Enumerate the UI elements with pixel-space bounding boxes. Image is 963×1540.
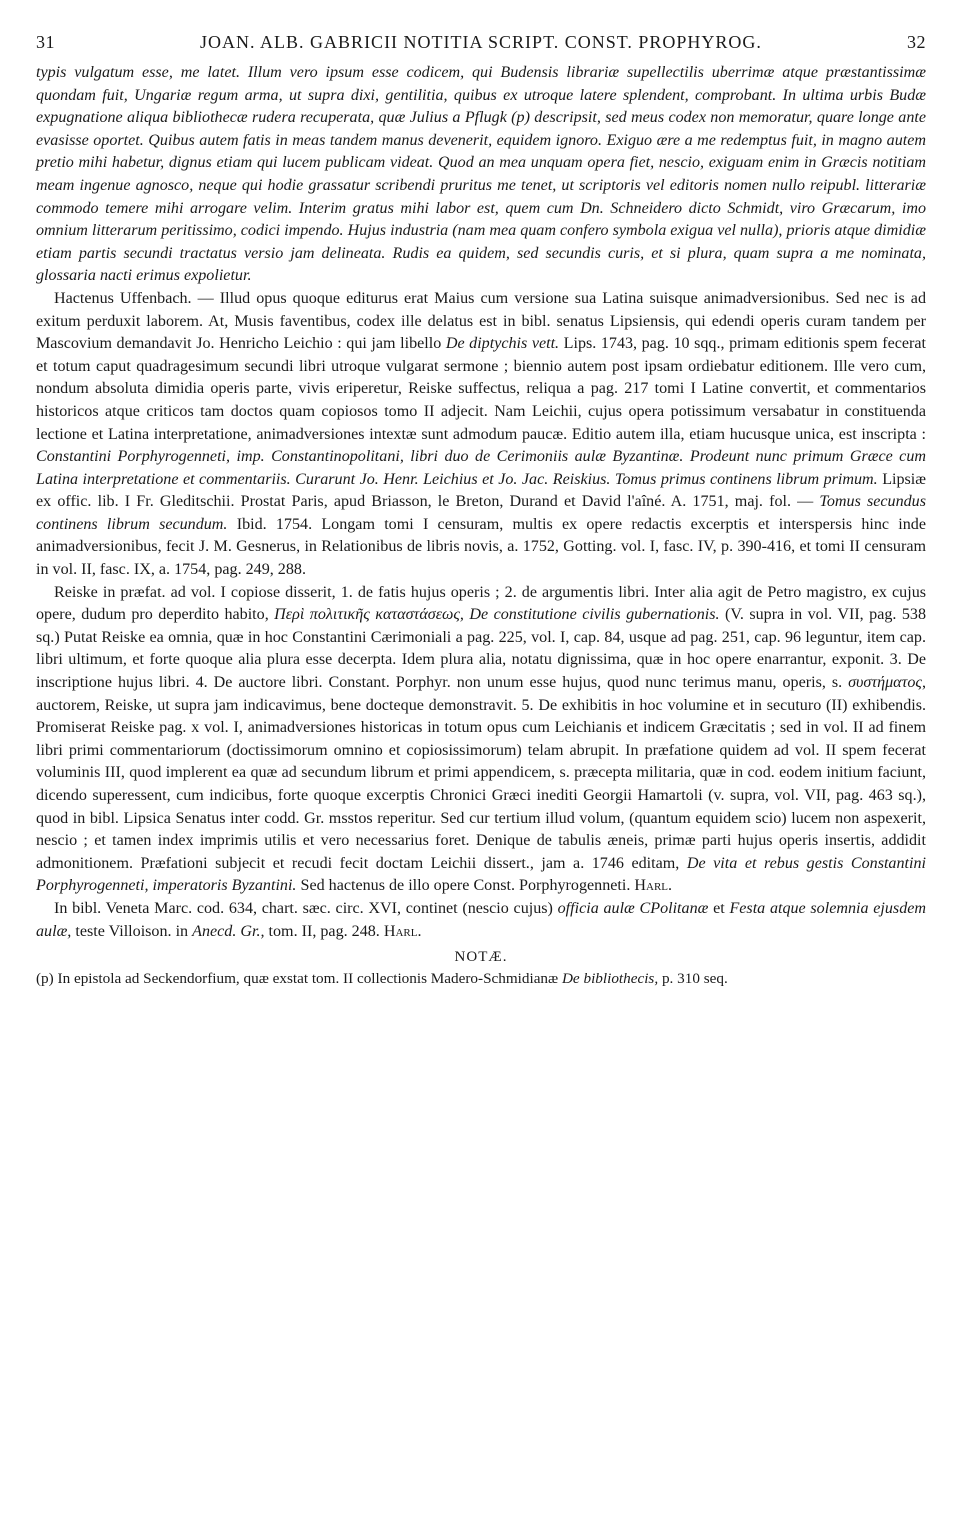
text-span: Ibid. 1754. Longam tomi I censuram, multis ex opere redactis excerptis et interspersis hinc inde animadversionibus, fecit J. M. Gesnerus, in Relationibus de libris novis, a. 1752, Gotting. vol. I, fasc. IV, p. 390-416, et tomi II censuram in vol. II, fasc. IX, a. 1754, pag. 249, 288. bbox=[36, 515, 926, 579]
author-signature: Harl. bbox=[634, 877, 673, 895]
text-span: Reiske in præfat. ad vol. I copiose disserit, 1. de fatis hujus operis ; 2. de argumentis libri. Inter alia agit de Petro magistro, ex cujus opere, dudum pro deperdito habito, bbox=[36, 583, 926, 624]
text-span: , auctorem, Reiske, ut supra jam indicavimus, bene docteque demonstravit. 5. De exhibitis in hoc volumine et in secuturo (II) exhibendis. Promiserat Reiske pag. x vol. I, animadversiones historicas in totum opus cum Leichianis et indicem Græcitatis ; sed in vol. II ad finem libri primi commentariorum (doctissimorum omnino et copiosissimorum) telam abrupit. In præfatione quidem ad vol. II spem fecerat voluminis III, quod implerent ea quæ ad secundum librum et primi appendicem, s. præcepta militaria, quæ in cod. eodem initium faciunt, dicendo superessent, cum indicibus, forte quoque excerptis Chronici Græci inediti Georgii Hamartoli (v. supra, vol. VII, pag. 463 sq.), quod in bibl. Lipsica Senatus inter codd. Gr. msstos reperitur. Sed cur tertium illud volum, (quantum equidem scio) lucem non aspexerit, nescio ; et tamen index imprimis utilis et vero necessarius foret. Denique de tabulis æneis, primæ parti hujus operis insertis, addidit admonitionem. Præfationi subjecit et recudi fecit doctam Leichii dissert., jam a. 1746 editam, bbox=[36, 674, 926, 872]
author-signature: Harl. bbox=[383, 922, 422, 940]
quotation-text: typis vulgatum esse, me latet. Illum vero ipsum esse codicem, qui Budensis librariæ supellectilis uberrimæ atque præstantissimæ quondam fuit, Ungariæ regum arma, ut supra dixi, gentilitia, quibus ex utroque latere splendent, comprobant. In ultima urbis Budæ expugnatione aliqua bibliothecæ rudera recuperata, quæ Julius a Pflugk (p) descripsit, sed meus codex non memoratur, quare longe ante evasisse oportet. Quibus autem fatis in meas tandem manus devenerit, equidem ignoro. Exiguo ære a me redemptus fuit, in magno autem pretio mihi habetur, dignus etiam qui lucem publicam videat. Quod an mea unquam opera fiet, nescio, exiguam enim in Græcis notitiam meam ingenue agnosco, neque qui hodie grassatur scribendi pruritus me tenet, ut scriptoris vel editoris nomen nullo reipubl. litterariæ commodo temere mihi arrogare velim. Interim gratus mihi labor est, quem cum Dn. Schneidero dicto Schmidt, viro Græcarum, imo omnium litterarum peritissimo, codici impendo. Hujus industria (nam mea quam confero symbola exigua vel nulla), prioris atque dimidiæ etiam partis secundi tractatus versio jam delineata. Rudis ea quidem, sed secundis curis, et si plura, quam supra a me nominata, glossaria nacti erimus expolietur. bbox=[36, 64, 926, 285]
italic-title: Festa atque solemnia ejusdem aulæ, bbox=[36, 899, 927, 940]
text-span: In bibl. Veneta Marc. cod. 634, chart. sæc. circ. XVI, continet (nescio cujus) bbox=[54, 899, 558, 917]
running-header bbox=[36, 32, 926, 62]
italic-title: officia aulæ CPolitanæ bbox=[557, 899, 709, 917]
text-span: teste Villoison. in bbox=[71, 922, 193, 940]
text-span: tom. II, pag. 248. bbox=[264, 922, 384, 940]
text-span: (p) In epistola ad Seckendorfium, quæ exstat tom. II collectionis Madero-Schmidianæ bbox=[36, 970, 562, 988]
paragraph-quotation bbox=[36, 62, 926, 288]
italic-title: De vita et rebus gestis Constantini Porphyrogenneti, imperatoris Byzantini. bbox=[36, 854, 926, 895]
right-page-number: 32 bbox=[906, 32, 926, 52]
text-span: (V. supra in vol. VII, pag. 538 sq.) Putat Reiske ea omnia, quæ in hoc Constantini Cærimoniali a pag. 225, vol. I, cap. 84, usque ad pag. 251, cap. 96 leguntur, item cap. libri ultimum, et forte quoque alia plura esse decerpta. Idem plura alia, notatu dignissima, quæ in hoc opere enarrantur, exponit. 3. De inscriptione hujus libri. 4. De auctore libri. Constant. Porphyr. non unum esse hujus, quod nunc terimus manu, operis, s. bbox=[36, 606, 926, 692]
paragraph-reiske-preface bbox=[36, 582, 926, 898]
italic-title: De diptychis vett. bbox=[445, 335, 560, 353]
left-page-number: 31 bbox=[36, 32, 55, 52]
text-span: Lips. 1743, pag. 10 sqq., primam editionis spem fecerat et totum caput quadragesimum secundi libri utroque vulgarat sermone ; biennio autem post ipsam ordiebatur editionem. Ille vero cum, nondum absoluta dimidia operis parte, vivis eriperetur, Reiske suffectus, reliqua a pag. 217 tomi I Latine convertit, et commentarios historicos atque criticos tam doctos quam copiosos tomo II adjecit. Nam Leichii, cujus opera potissimum versabatur in constituenda lectione et Latina interpretatione, animadversiones intextæ sunt admodum paucæ. Editio autem illa, etiam hucusque unica, est inscripta : bbox=[36, 335, 927, 443]
italic-title: Περὶ πολιτικῆς καταστάσεως, De constitutione civilis gubernationis. bbox=[274, 606, 720, 624]
text-span: p. 310 seq. bbox=[658, 970, 728, 988]
paragraph-edition-history bbox=[36, 288, 926, 582]
running-title: JOAN. ALB. GABRICII NOTITIA SCRIPT. CONST. PROPHYROG. bbox=[200, 32, 762, 52]
page bbox=[36, 32, 926, 988]
text-span: Hactenus Uffenbach. — Illud opus quoque editurus erat Maius cum versione sua Latina suisque animadversionibus. Sed nec is ad exitum perduxit laborem. At, Musis faventibus, codex ille delatus est in bibl. senatus Lipsiensis, qui edendi operis curam tandem per Mascovium demandavit Jo. Henricho Leichio : qui jam libello bbox=[36, 289, 926, 353]
text-span: Lipsiæ ex offic. lib. I Fr. Gleditschii. Prostat Paris, apud Briasson, le Breton, Durand et David l'aîné. A. 1751, maj. fol. — bbox=[36, 470, 927, 511]
italic-title: Tomus secundus continens librum secundum. bbox=[36, 493, 926, 533]
greek-word: συστήματος bbox=[848, 674, 922, 692]
italic-title: De bibliothecis, bbox=[561, 970, 659, 988]
paragraph-venice-codex bbox=[36, 898, 926, 943]
footnote-p bbox=[36, 970, 926, 988]
body-text bbox=[36, 62, 926, 943]
notes-heading: NOTÆ. bbox=[454, 949, 508, 966]
text-span: et bbox=[708, 899, 730, 917]
italic-title: Anecd. Gr., bbox=[192, 922, 265, 940]
italic-title: Constantini Porphyrogenneti, imp. Constantinopolitani, libri duo de Cerimoniis aulæ Byzantinæ. Prodeunt nunc primum Græce cum Latina interpretatione et commentariis. Curarunt Jo. Henr. Leichius et Jo. Jac. Reiskius. Tomus primus continens librum primum. bbox=[36, 448, 926, 488]
text-span: Sed hactenus de illo opere Const. Porphyrogenneti. bbox=[296, 877, 635, 895]
